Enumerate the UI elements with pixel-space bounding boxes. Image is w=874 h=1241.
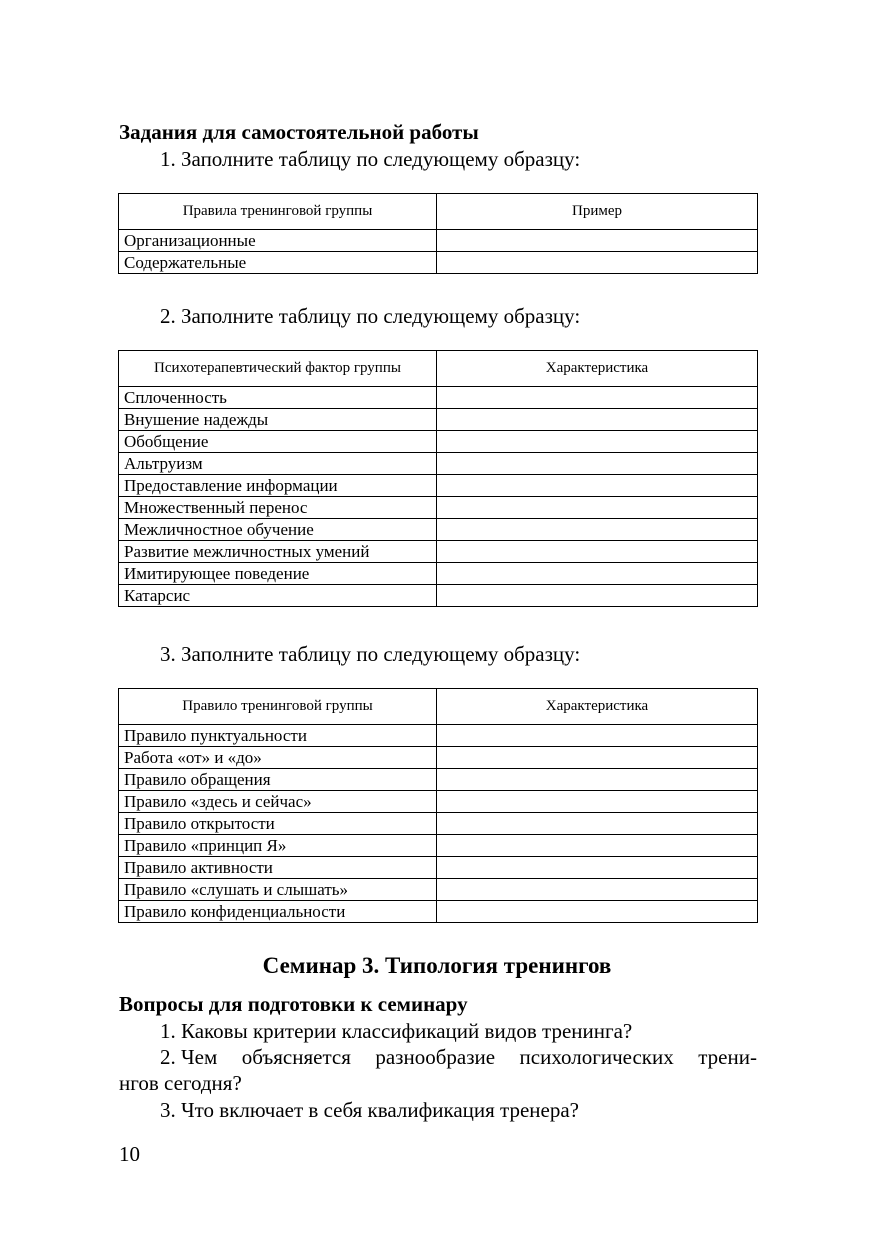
table-row: [119, 835, 758, 857]
empty-cell[interactable]: [437, 835, 758, 857]
table-cell: Множественный перенос: [119, 497, 437, 519]
question-2-word: разнообразие: [375, 1045, 496, 1069]
table-1-header-rules: Правила тренинговой группы: [119, 194, 437, 230]
table-row: [119, 475, 758, 497]
table-row: [119, 747, 758, 769]
table-1: [118, 193, 758, 274]
questions-heading: Вопросы для подготовки к семинару: [119, 992, 468, 1016]
table-row: [119, 813, 758, 835]
table-row: [119, 252, 758, 274]
question-3: 3. Что включает в себя квалификация тренера?: [160, 1098, 580, 1122]
empty-cell[interactable]: [437, 725, 758, 747]
empty-cell[interactable]: [437, 769, 758, 791]
question-2-continuation: нгов сегодня?: [119, 1071, 242, 1095]
table-row: [119, 791, 758, 813]
table-cell: Внушение надежды: [119, 409, 437, 431]
empty-cell[interactable]: [437, 387, 758, 409]
table-cell: Альтруизм: [119, 453, 437, 475]
table-row: [119, 230, 758, 252]
empty-cell[interactable]: [437, 431, 758, 453]
table-2: [118, 350, 758, 607]
table-row: [119, 563, 758, 585]
section-heading: Задания для самостоятельной работы: [119, 120, 479, 144]
table-3: [118, 688, 758, 923]
seminar-title: Семинар 3. Типология тренингов: [262, 953, 612, 978]
empty-cell[interactable]: [437, 901, 758, 923]
task-2-text: 2. Заполните таблицу по следующему образцу:: [160, 304, 581, 328]
table-2-header-factor: Психотерапевтический фактор группы: [119, 351, 437, 387]
table-row: [119, 879, 758, 901]
empty-cell[interactable]: [437, 409, 758, 431]
table-row: [119, 769, 758, 791]
empty-cell[interactable]: [437, 857, 758, 879]
empty-cell[interactable]: [437, 541, 758, 563]
empty-cell[interactable]: [437, 813, 758, 835]
table-cell: Правило «принцип Я»: [119, 835, 437, 857]
table-cell: Имитирующее поведение: [119, 563, 437, 585]
table-row: [119, 497, 758, 519]
table-cell: Правило активности: [119, 857, 437, 879]
table-row: [119, 857, 758, 879]
empty-cell[interactable]: [437, 252, 758, 274]
empty-cell[interactable]: [437, 585, 758, 607]
page-number: 10: [119, 1142, 140, 1166]
table-cell: Организационные: [119, 230, 437, 252]
table-cell: Межличностное обучение: [119, 519, 437, 541]
empty-cell[interactable]: [437, 230, 758, 252]
empty-cell[interactable]: [437, 791, 758, 813]
table-cell: Правило открытости: [119, 813, 437, 835]
table-row: [119, 453, 758, 475]
task-3-text: 3. Заполните таблицу по следующему образцу:: [160, 642, 581, 666]
table-cell: Правило конфиденциальности: [119, 901, 437, 923]
table-row: [119, 725, 758, 747]
table-row: [119, 409, 758, 431]
table-row: [119, 431, 758, 453]
table-cell: Работа «от» и «до»: [119, 747, 437, 769]
table-row: [119, 519, 758, 541]
table-row: [119, 901, 758, 923]
table-row: [119, 387, 758, 409]
question-2-word: объясняется: [241, 1045, 351, 1069]
empty-cell[interactable]: [437, 519, 758, 541]
table-cell: Предоставление информации: [119, 475, 437, 497]
question-2-line: [160, 1044, 757, 1070]
table-cell: Правило пунктуальности: [119, 725, 437, 747]
empty-cell[interactable]: [437, 563, 758, 585]
question-1: 1. Каковы критерии классификаций видов тренинга?: [160, 1019, 633, 1043]
table-3-header-characteristic: Характеристика: [437, 689, 758, 725]
empty-cell[interactable]: [437, 453, 758, 475]
table-cell: Содержательные: [119, 252, 437, 274]
question-2-word: трени-: [698, 1045, 757, 1069]
table-cell: Правило «здесь и сейчас»: [119, 791, 437, 813]
table-cell: Правило «слушать и слышать»: [119, 879, 437, 901]
table-cell: Сплоченность: [119, 387, 437, 409]
question-2-word: 2. Чем: [160, 1045, 218, 1069]
table-row: [119, 541, 758, 563]
table-cell: Катарсис: [119, 585, 437, 607]
empty-cell[interactable]: [437, 879, 758, 901]
task-1-text: 1. Заполните таблицу по следующему образцу:: [160, 147, 581, 171]
empty-cell[interactable]: [437, 497, 758, 519]
table-2-header-characteristic: Характеристика: [437, 351, 758, 387]
table-3-header-rule: Правило тренинговой группы: [119, 689, 437, 725]
table-cell: Обобщение: [119, 431, 437, 453]
table-1-header-example: Пример: [437, 194, 758, 230]
table-row: [119, 585, 758, 607]
question-2-word: психологических: [519, 1045, 674, 1069]
table-cell: Правило обращения: [119, 769, 437, 791]
table-cell: Развитие межличностных умений: [119, 541, 437, 563]
empty-cell[interactable]: [437, 747, 758, 769]
empty-cell[interactable]: [437, 475, 758, 497]
